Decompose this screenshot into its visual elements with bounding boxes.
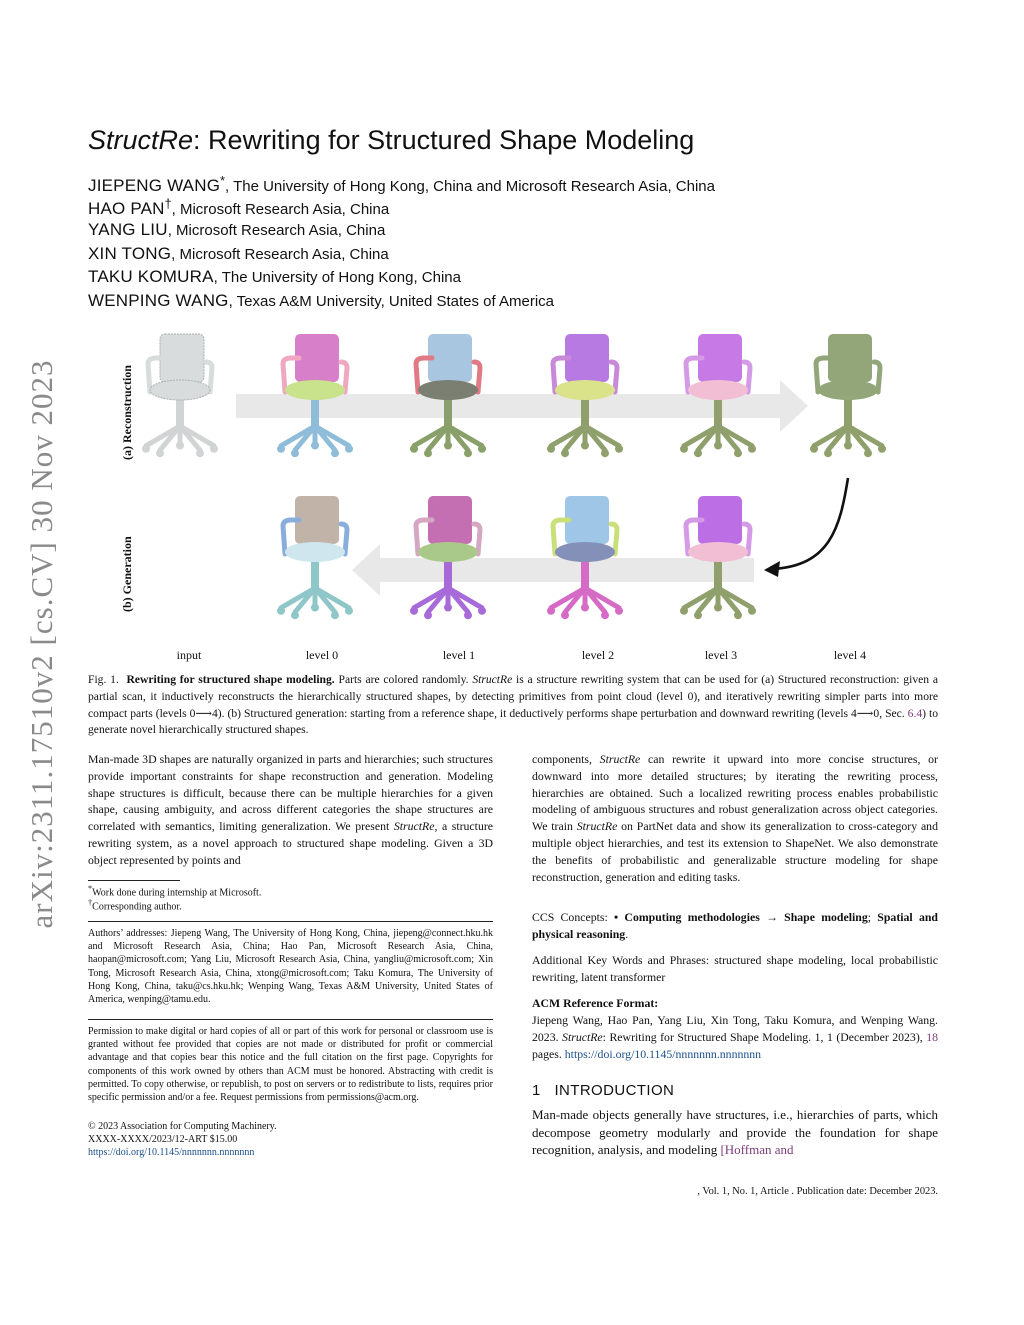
chair-caster (410, 445, 418, 453)
chair-caster (210, 445, 218, 453)
chair-caster (748, 607, 756, 615)
section-title: INTRODUCTION (554, 1082, 675, 1099)
row-label-reconstruction: (a) Reconstruction (120, 365, 134, 460)
arxiv-side-stamp: arXiv:2311.17510v2 [cs.CV] 30 Nov 2023 (24, 359, 59, 929)
chair-seat (418, 380, 478, 400)
chair-caster (478, 607, 486, 615)
chair-seat (688, 542, 748, 562)
chair-caster (615, 607, 623, 615)
caption-section-link[interactable]: 6.4 (907, 706, 923, 720)
caption-bold: Rewriting for structured shape modeling. (126, 673, 335, 686)
chair-post (176, 396, 184, 428)
chair-caster (561, 611, 569, 619)
chair-caster (311, 442, 319, 450)
level-label-4: level 4 (833, 648, 867, 662)
chair (277, 496, 353, 619)
level-label-3: level 3 (704, 648, 738, 662)
chair-caster (615, 445, 623, 453)
ccs-concept: Computing methodologies → Shape modeling (624, 910, 868, 924)
author-line (88, 174, 715, 196)
level-label-input: input (176, 648, 202, 662)
abstract-text: Man-made 3D shapes are naturally organized in parts and hierarchies; such structures provide important constraints for shape reconstruction and generation. Modeling shape structures is difficult, because there can be multiple hierarchies for a given shape, causing ambiguity, and across different categories the shape structures are correlated with semantics, limiting generalization. We present (88, 752, 493, 834)
chair-caster (601, 611, 609, 619)
generation-chairs (277, 496, 756, 619)
intro-citation-link[interactable]: [Hoffman and (720, 1142, 794, 1158)
chair-post (311, 558, 319, 590)
chair-caster (156, 449, 164, 457)
chair-caster (464, 449, 472, 457)
chair-caster (547, 607, 555, 615)
author-affiliation: , The University of Hong Kong, China and Microsoft Research Asia, China (225, 178, 715, 195)
page-footer: , Vol. 1, No. 1, Article . Publication date: December 2023. (697, 1186, 938, 1197)
chair-caster (824, 449, 832, 457)
chair-back (698, 496, 742, 544)
abstract-left (88, 751, 493, 869)
chair-caster (277, 607, 285, 615)
chair-caster (478, 445, 486, 453)
abstract-method-name: StructRe (393, 819, 435, 834)
author-line (88, 244, 389, 264)
chair-back (160, 334, 204, 382)
footnote-text: Corresponding author. (92, 901, 182, 913)
caption-text: ) to generate novel hierarchically structured shapes. (88, 706, 938, 737)
address-rule (88, 921, 493, 922)
author-affiliation: , Microsoft Research Asia, China (167, 222, 386, 239)
chair (680, 496, 756, 619)
chair-caster (581, 442, 589, 450)
doi-link-right[interactable]: https://doi.org/10.1145/nnnnnnn.nnnnnnn (564, 1046, 762, 1061)
chair-post (714, 396, 722, 428)
author-affiliation: , Microsoft Research Asia, China (171, 201, 390, 218)
acm-ref-text: : Rewriting for Structured Shape Modeling. 1, 1 (December 2023), (602, 1029, 927, 1044)
abstract-right (532, 751, 938, 885)
chair-post (714, 558, 722, 590)
chair (810, 334, 886, 457)
chair-back (698, 334, 742, 382)
abstract-text: on PartNet data and show its generalization to cross-category and multiple object hierarchies, and test its extension to ShapeNet. We also demonstrate the benefits of probabilistic and generalizable structure modeling for shape reconstruction, generation and editing tasks. (532, 819, 938, 884)
author-line (88, 267, 461, 287)
intro-text: Man-made objects generally have structures, i.e., hierarchies of parts, which decompose geometry modularly and provide the foundation for shape recognition, analysis, and modeling (532, 1107, 938, 1158)
abstract-method-name: StructRe (576, 819, 618, 834)
chair-post (444, 396, 452, 428)
chair-back (295, 334, 339, 382)
author-affiliation: , Texas A&M University, United States of America (228, 293, 555, 310)
chair-caster (714, 442, 722, 450)
author-line (88, 220, 385, 240)
chair-seat (555, 542, 615, 562)
ccs-label: CCS Concepts: (532, 910, 615, 924)
ccs-concepts (532, 909, 938, 943)
chair-caster (464, 611, 472, 619)
chair-caster (734, 449, 742, 457)
chair-caster (810, 445, 818, 453)
author-name: WENPING WANG (88, 291, 229, 310)
chair-seat (285, 542, 345, 562)
chair-seat (688, 380, 748, 400)
chair (547, 496, 623, 619)
chair-caster (714, 604, 722, 612)
footnote-rule (88, 880, 180, 881)
chair-caster (444, 604, 452, 612)
footnote-2 (88, 896, 493, 914)
chair (142, 334, 218, 457)
section-number: 1 (532, 1082, 541, 1099)
chair-caster (345, 607, 353, 615)
author-name: JIEPENG WANG (88, 176, 221, 195)
caption-prefix: Fig. 1. (88, 673, 119, 686)
abstract-method-name: StructRe (599, 752, 641, 766)
permission-notice: Permission to make digital or hard copies of all or part of this work for personal or classroom use is granted without fee provided that copies are not made or distributed for profit or commercial advantage and that copies bear this notice and the full citation on the first page. Copyrights for components of this work owned by others than ACM must be honored. Abstracting with credit is permitted. To copy otherwise, or republish, to post on servers or to redistribute to lists, requires prior specific permission and/or a fee. Request permissions from permissions@acm.org. (88, 1026, 493, 1104)
chair-caster (331, 611, 339, 619)
footnote-text: Work done during internship at Microsoft. (92, 887, 262, 899)
chair-seat (285, 380, 345, 400)
row-label-generation: (b) Generation (120, 536, 134, 612)
title-method-name: StructRe (88, 125, 194, 155)
chair-caster (878, 445, 886, 453)
author-mark: * (220, 174, 225, 188)
ccs-concept: Spatial and physical reasoning (532, 910, 938, 941)
paper-title (88, 125, 694, 156)
author-name: HAO PAN (88, 199, 165, 218)
author-line (88, 291, 554, 311)
footnote-mark: * (88, 884, 93, 893)
chair-back (428, 334, 472, 382)
chair-post (581, 558, 589, 590)
acm-ref-text: pages. (532, 1046, 565, 1061)
level-label-1: level 1 (442, 648, 476, 662)
chair-caster (601, 449, 609, 457)
authors-addresses: Authors’ addresses: Jiepeng Wang, The University of Hong Kong, China, jiepeng@connect.hku.hk and Microsoft Research Asia, China; Hao Pan, Microsoft Research Asia, China, haopan@microsoft.com; Yang Liu, Microsoft Research Asia, China, yangliu@microsoft.com; Xin Tong, Microsoft Research Asia, China, xtong@microsoft.com; Taku Komura, The University of Hong Kong, China, taku@cs.hku.hk; Wenping Wang, Texas A&M University, United States of America, wenping@tamu.edu. (88, 928, 493, 1006)
ccs-end: . (625, 926, 629, 941)
chair-caster (561, 449, 569, 457)
article-number: XXXX-XXXX/2023/12-ART $15.00 (88, 1134, 238, 1145)
author-name: YANG LIU (88, 220, 168, 239)
chair-caster (424, 611, 432, 619)
author-mark: † (164, 197, 172, 211)
chair-post (311, 396, 319, 428)
acm-ref-text: Jiepeng Wang, Hao Pan, Yang Liu, Xin Tong, Taku Komura, and Wenping Wang. 2023. (532, 1013, 938, 1044)
author-affiliation: , Microsoft Research Asia, China (171, 246, 389, 263)
acm-ref-method-name: StructRe (562, 1029, 603, 1044)
copyright-line: © 2023 Association for Computing Machinery. (88, 1121, 277, 1132)
author-affiliation: , The University of Hong Kong, China (213, 269, 461, 286)
ccs-bullet: • (614, 910, 625, 924)
chair-caster (176, 442, 184, 450)
abstract-text: components, (532, 752, 600, 766)
chair-caster (345, 445, 353, 453)
chair-back (428, 496, 472, 544)
chair (410, 496, 486, 619)
chair-caster (196, 449, 204, 457)
chair-post (444, 558, 452, 590)
keywords: Additional Key Words and Phrases: structured shape modeling, local probabilistic rewriting, latent transformer (532, 953, 938, 984)
abstract-text: , a structure rewriting system, as a novel approach to structured shape modeling. Given a 3D object represented by points and (88, 819, 494, 867)
level4-curve-arrowhead (764, 561, 780, 577)
chair-seat (818, 380, 878, 400)
author-line (88, 197, 389, 219)
ccs-separator: ; (867, 910, 878, 924)
chair-caster (277, 445, 285, 453)
caption-text: is a structure rewriting system that can be used for (a) Structured reconstruction: given a partial scan, it inductively reconstructs the hierarchically structured shapes, by detecting primitives from point cloud (level 0), and iteratively rewriting simpler parts into more compact parts (levels 0⟶4). (b) Structured generation: starting from a reference shape, it deductively performs shape perturbation and downward rewriting (levels 4⟶0, Sec. (88, 673, 938, 720)
figure-caption (88, 672, 938, 739)
title-rest: : Rewriting for Structured Shape Modeling (193, 125, 695, 155)
chair-caster (864, 449, 872, 457)
chair-back (565, 496, 609, 544)
author-name: XIN TONG (88, 244, 172, 263)
chair-seat (418, 542, 478, 562)
chair-back (565, 334, 609, 382)
chair-caster (547, 445, 555, 453)
chair-caster (694, 611, 702, 619)
chair-caster (748, 445, 756, 453)
caption-method-name: StructRe (472, 673, 513, 686)
chair-caster (410, 607, 418, 615)
doi-link-left[interactable]: https://doi.org/10.1145/nnnnnnn.nnnnnnn (88, 1147, 255, 1158)
author-name: TAKU KOMURA (88, 267, 214, 286)
abstract-text: can rewrite it upward into more concise structures, or downward into more detailed structures; by iterating the rewriting process, hierarchies are obtained. Such a localized rewriting process enables probabilistic modeling of ambiguous structures and robust generalization across object categories. We train (532, 752, 938, 834)
chair-seat (555, 380, 615, 400)
teaser-figure (140, 328, 920, 646)
chair-caster (311, 604, 319, 612)
acm-reference (532, 1012, 938, 1062)
acm-ref-pages-link[interactable]: 18 (926, 1029, 938, 1044)
level-label-2: level 2 (581, 648, 615, 662)
chair-post (581, 396, 589, 428)
chair-caster (331, 449, 339, 457)
chair-post (844, 396, 852, 428)
chair-caster (291, 449, 299, 457)
caption-text: Parts are colored randomly. (334, 673, 473, 686)
chair-caster (734, 611, 742, 619)
intro-paragraph (532, 1106, 938, 1159)
chair-back (828, 334, 872, 382)
permission-rule (88, 1019, 493, 1020)
level-label-0: level 0 (305, 648, 339, 662)
chair-caster (424, 449, 432, 457)
acm-reference-heading: ACM Reference Format: (532, 996, 659, 1010)
chair-caster (581, 604, 589, 612)
level4-curve-arrow (772, 478, 848, 569)
chair-caster (142, 445, 150, 453)
chair-caster (844, 442, 852, 450)
footnote-mark: † (88, 898, 93, 907)
chair-caster (680, 607, 688, 615)
chair-caster (291, 611, 299, 619)
chair-caster (680, 445, 688, 453)
chair-back (295, 496, 339, 544)
chair-caster (694, 449, 702, 457)
section-heading (532, 1082, 674, 1099)
chair-caster (444, 442, 452, 450)
chair-seat (150, 380, 210, 400)
